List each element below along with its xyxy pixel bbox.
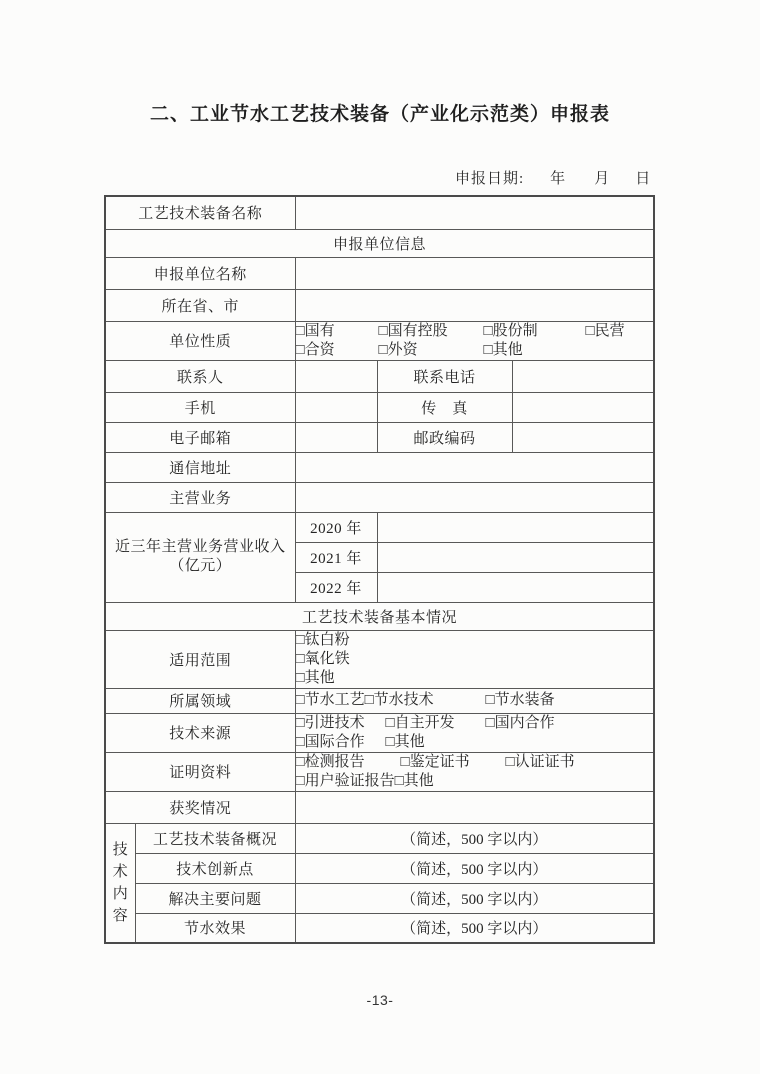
checkbox-option-other-source: □其他 xyxy=(385,733,425,750)
water-saving-effect-value: （简述，500 字以内） xyxy=(295,913,654,943)
proof-material-options xyxy=(295,752,654,791)
main-business-value xyxy=(295,482,654,512)
revenue-2021-value xyxy=(377,542,654,572)
date-label: 申报日期: xyxy=(455,171,525,187)
section-basic-info: 工艺技术装备基本情况 xyxy=(105,602,654,630)
revenue-label-line1: 近三年主营业务营业收入 xyxy=(115,539,286,555)
email-value xyxy=(295,422,377,452)
fax-value xyxy=(512,392,654,422)
field-label: 所属领域 xyxy=(105,688,295,713)
contact-phone-label: 联系电话 xyxy=(377,360,512,392)
checkbox-option-certification-certificate: □认证证书 xyxy=(505,753,575,770)
main-business-label: 主营业务 xyxy=(105,482,295,512)
unit-type-label: 单位性质 xyxy=(105,321,295,360)
awards-label: 获奖情况 xyxy=(105,791,295,823)
checkbox-option-user-verification-report-other: □用户验证报告□其他 xyxy=(295,772,434,789)
checkbox-option-other-unit-type: □其他 xyxy=(483,341,523,358)
email-label: 电子邮箱 xyxy=(105,422,295,452)
contact-person-value xyxy=(295,360,377,392)
mailing-address-value xyxy=(295,452,654,482)
mailing-address-label: 通信地址 xyxy=(105,452,295,482)
checkbox-option-state-holding: □国有控股 xyxy=(378,322,448,339)
unit-name-value xyxy=(295,257,654,289)
mobile-label: 手机 xyxy=(105,392,295,422)
application-form-table xyxy=(104,195,655,944)
checkbox-option-domestic-cooperation: □国内合作 xyxy=(485,714,555,731)
device-name-label: 工艺技术装备名称 xyxy=(105,196,295,229)
application-scope-label: 适用范围 xyxy=(105,630,295,688)
unit-type-options-row2 xyxy=(296,341,654,360)
page-title: 二、工业节水工艺技术装备（产业化示范类）申报表 xyxy=(149,104,610,125)
main-problems-label: 解决主要问题 xyxy=(135,883,295,913)
mobile-value xyxy=(295,392,377,422)
tech-content-header-text: 技术内容 xyxy=(112,841,128,924)
checkbox-option-other-scope: □其他 xyxy=(295,669,335,686)
postcode-value xyxy=(512,422,654,452)
year-2022-label: 2022 年 xyxy=(295,572,377,602)
tech-overview-value: （简述，500 字以内） xyxy=(295,823,654,853)
contact-person-label: 联系人 xyxy=(105,360,295,392)
main-problems-value: （简述，500 字以内） xyxy=(295,883,654,913)
date-month-label: 月 xyxy=(594,171,611,187)
page-number: -13- xyxy=(366,992,394,1008)
checkbox-option-state-owned: □国有 xyxy=(295,322,335,339)
tech-innovation-value: （简述，500 字以内） xyxy=(295,853,654,883)
date-year-label: 年 xyxy=(550,171,567,187)
awards-value xyxy=(295,791,654,823)
water-saving-effect-label: 节水效果 xyxy=(135,913,295,943)
device-name-value xyxy=(295,196,654,229)
checkbox-option-titanium-dioxide: □钛白粉 xyxy=(295,631,350,648)
unit-type-options xyxy=(295,321,654,360)
province-city-value xyxy=(295,289,654,321)
revenue-label xyxy=(105,512,295,602)
contact-phone-value xyxy=(512,360,654,392)
revenue-label-line2: （亿元） xyxy=(169,558,232,574)
checkbox-option-iron-oxide: □氧化铁 xyxy=(295,650,350,667)
checkbox-option-test-report: □检测报告 xyxy=(295,753,365,770)
application-scope-options xyxy=(295,630,654,688)
unit-type-options-row1 xyxy=(296,322,654,341)
checkbox-option-imported-tech: □引进技术 xyxy=(295,714,365,731)
date-day-label: 日 xyxy=(635,171,652,187)
revenue-2020-value xyxy=(377,512,654,542)
checkbox-option-self-developed: □自主开发 xyxy=(385,714,455,731)
postcode-label: 邮政编码 xyxy=(377,422,512,452)
tech-source-label: 技术来源 xyxy=(105,713,295,752)
unit-name-label: 申报单位名称 xyxy=(105,257,295,289)
tech-innovation-label: 技术创新点 xyxy=(135,853,295,883)
tech-overview-label: 工艺技术装备概况 xyxy=(135,823,295,853)
checkbox-option-private: □民营 xyxy=(585,322,625,339)
year-2020-label: 2020 年 xyxy=(295,512,377,542)
date-line xyxy=(455,167,651,188)
section-unit-info: 申报单位信息 xyxy=(105,229,654,257)
checkbox-option-water-saving-equipment: □节水装备 xyxy=(485,692,555,708)
checkbox-option-water-saving-process-tech: □节水工艺□节水技术 xyxy=(295,692,434,708)
province-city-label: 所在省、市 xyxy=(105,289,295,321)
field-options xyxy=(295,688,654,713)
checkbox-option-joint-venture: □合资 xyxy=(295,341,335,358)
fax-label: 传 真 xyxy=(377,392,512,422)
checkbox-option-appraisal-certificate: □鉴定证书 xyxy=(400,753,470,770)
checkbox-option-international-cooperation: □国际合作 xyxy=(295,733,365,750)
tech-content-header xyxy=(105,823,135,943)
tech-source-options xyxy=(295,713,654,752)
revenue-2022-value xyxy=(377,572,654,602)
year-2021-label: 2021 年 xyxy=(295,542,377,572)
checkbox-option-joint-stock: □股份制 xyxy=(483,322,538,339)
checkbox-option-foreign: □外资 xyxy=(378,341,418,358)
proof-material-label: 证明资料 xyxy=(105,752,295,791)
